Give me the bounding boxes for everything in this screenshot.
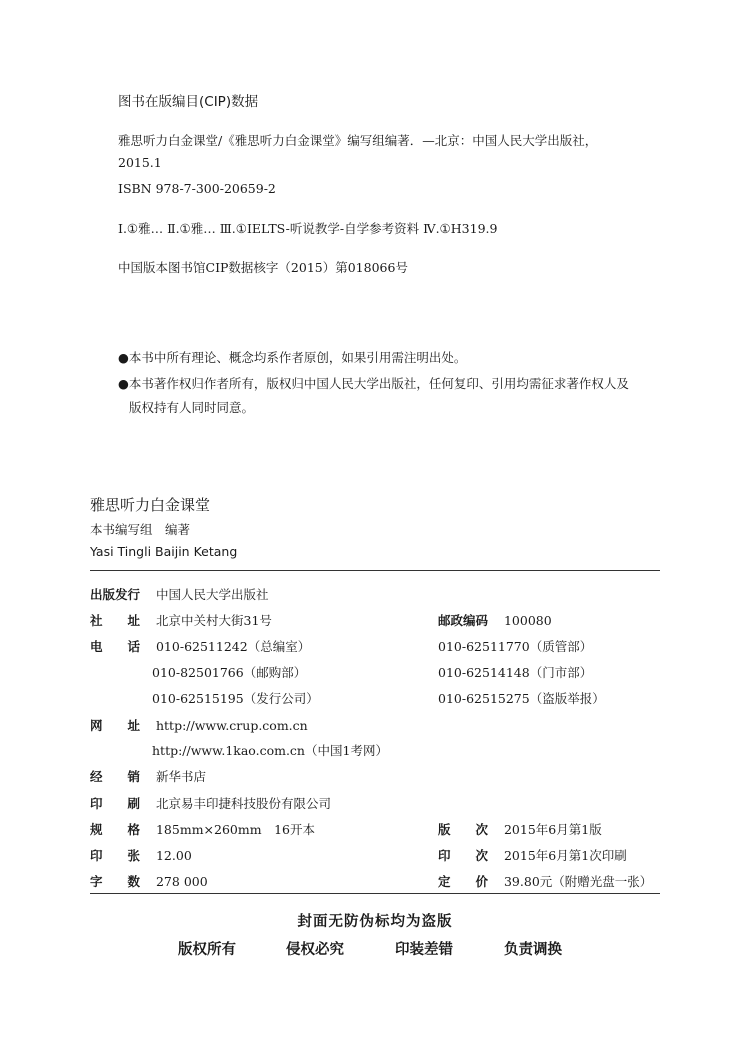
notice-originality: ●本书中所有理论、概念均系作者原创，如果引用需注明出处。	[118, 350, 467, 365]
spec-label: 规 格	[90, 822, 141, 837]
postcode-label: 邮政编码	[438, 613, 489, 628]
website-row	[90, 716, 308, 734]
cip-isbn: ISBN 978-7-300-20659-2	[118, 181, 276, 196]
sheets-label: 印 张	[90, 848, 141, 863]
price-value: 39.80元（附赠光盘一张）	[503, 874, 653, 889]
footer-print-errors: 印装差错	[395, 941, 453, 958]
cip-classification: Ⅰ.①雅… Ⅱ.①雅… Ⅲ.①IELTS-听说教学-自学参考资料 Ⅳ.①H319.9	[118, 221, 498, 236]
sheets-value: 12.00	[155, 848, 192, 863]
publisher-label: 出版发行	[90, 587, 141, 602]
book-pinyin-title: Yasi Tingli Baijin Ketang	[90, 544, 238, 559]
postcode-value: 100080	[503, 613, 552, 628]
edition-value: 2015年6月第1版	[503, 822, 602, 837]
anti-piracy-notice: 封面无防伪标均为盗版	[297, 913, 453, 930]
phone-quality: 010-62511770（质管部）	[438, 639, 593, 654]
cip-title: 图书在版编目(CIP)数据	[118, 94, 259, 110]
address-row	[90, 611, 272, 629]
address-label: 社 址	[90, 613, 141, 628]
cip-year-line: 2015.1	[118, 155, 162, 170]
sheets-row	[90, 846, 192, 864]
words-value: 278 000	[155, 874, 208, 889]
printing-label: 印 次	[438, 848, 489, 863]
edition-row	[438, 820, 602, 838]
words-label: 字 数	[90, 874, 141, 889]
website-label: 网 址	[90, 718, 141, 733]
phone-row-1	[90, 637, 310, 655]
notice-copyright: ●本书著作权归作者所有，版权归中国人民大学出版社，任何复印、引用均需征求著作权人及	[118, 376, 629, 391]
phone-label: 电 话	[90, 639, 141, 654]
printing-value: 2015年6月第1次印刷	[503, 848, 627, 863]
cip-number: 中国版本图书馆CIP数据核字（2015）第018066号	[118, 260, 408, 275]
footer-rights-reserved: 版权所有	[178, 941, 236, 958]
price-row	[438, 872, 652, 890]
printing-row	[438, 846, 627, 864]
phone-mailorder: 010-82501766（邮购部）	[152, 665, 307, 680]
address-value: 北京中关村大街31号	[155, 613, 272, 628]
notice-copyright-cont: 版权持有人同时同意。	[129, 400, 255, 415]
phone-distribution: 010-62515195（发行公司）	[152, 691, 319, 706]
phone-piracy-report: 010-62515275（盗版举报）	[438, 691, 605, 706]
footer-replacement: 负责调换	[504, 941, 562, 958]
book-title: 雅思听力白金课堂	[90, 496, 211, 514]
spec-value: 185mm×260mm 16开本	[155, 822, 315, 837]
footer-infringement: 侵权必究	[286, 941, 344, 958]
publisher-row	[90, 585, 269, 603]
cip-bibliographic-line: 雅思听力白金课堂/《雅思听力白金课堂》编写组编著．—北京：中国人民大学出版社，	[118, 133, 598, 148]
spec-row	[90, 820, 315, 838]
postcode-row	[438, 611, 552, 629]
website-crup: http://www.crup.com.cn	[155, 718, 308, 733]
distributor-label: 经 销	[90, 769, 141, 784]
edition-label: 版 次	[438, 822, 489, 837]
distributor-row	[90, 767, 206, 785]
price-label: 定 价	[438, 874, 489, 889]
phone-store: 010-62514148（门市部）	[438, 665, 593, 680]
printer-label: 印 刷	[90, 796, 141, 811]
divider-top	[90, 570, 660, 571]
divider-bottom	[90, 893, 660, 894]
phone-editorial: 010-62511242（总编室）	[155, 639, 311, 654]
publisher-value: 中国人民大学出版社	[155, 587, 269, 602]
words-row	[90, 872, 208, 890]
book-author: 本书编写组 编著	[90, 522, 191, 537]
website-1kao: http://www.1kao.com.cn（中国1考网）	[152, 743, 388, 758]
distributor-value: 新华书店	[155, 769, 206, 784]
printer-row	[90, 794, 331, 812]
printer-value: 北京易丰印捷科技股份有限公司	[155, 796, 331, 811]
